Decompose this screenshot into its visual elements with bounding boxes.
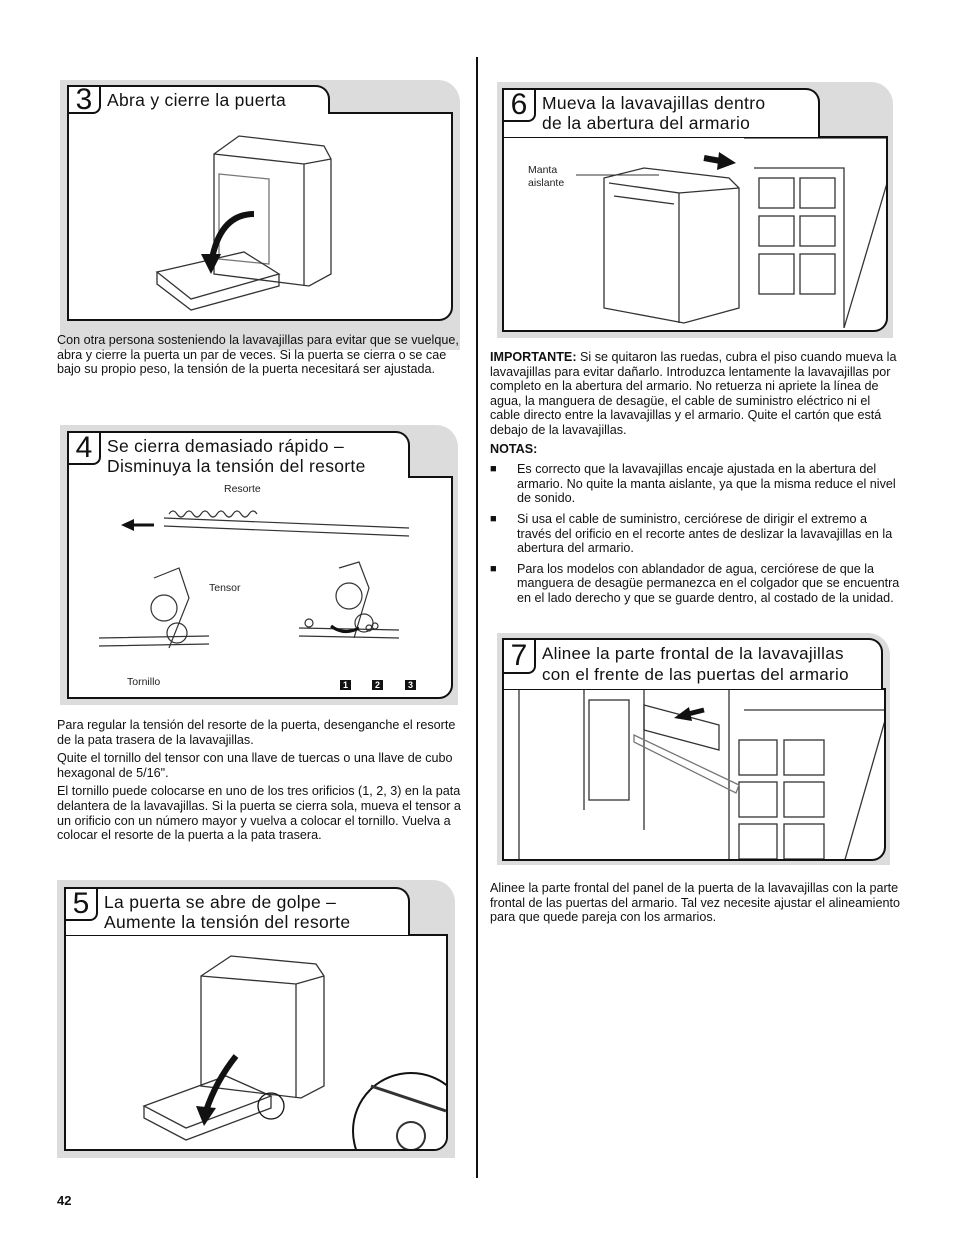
hole-2-label: 2 <box>372 680 383 690</box>
step-title-line: Mueva la lavavajillas dentro <box>542 93 766 113</box>
step-3-header <box>67 82 330 116</box>
paragraph: Para regular la tensión del resorte de la puerta, desenganche el resorte de la pata trasera de la lavavajillas. <box>57 718 456 747</box>
hole-1-label: 1 <box>340 680 351 690</box>
step-number: 3 <box>69 87 101 114</box>
step-number: 4 <box>69 433 101 465</box>
note-text: Para los modelos con ablandador de agua, cerciórese de que la manguera de desagüe permanezca en el colgador que se encuentra en el lado derecho y que se guarde dentro, al costado de la unidad. <box>517 561 900 605</box>
paragraph: Quite el tornillo del tensor con una llave de tuercas o una llave de cubo hexagonal de 5/16". <box>57 751 453 780</box>
step-6-text <box>490 350 900 606</box>
spring-label: Resorte <box>224 483 261 495</box>
bullet-icon: ■ <box>490 562 497 575</box>
step-title-line: Aumente la tensión del resorte <box>104 912 351 932</box>
step-6-illustration <box>502 136 888 332</box>
important-label: IMPORTANTE: <box>490 350 577 364</box>
important-text: Si se quitaron las ruedas, cubra el piso cuando mueva la lavavajillas para evitar dañarlo. Introduzca lentamente la lavavajillas por completo en la abertura del armario. No retuerza ni apriete la línea de agua, la manguera de desagüe, el cable de suministro eléctrico ni el cable directo entre la lavavajillas y el armario. Quite el cartón que está debajo de la lavavajillas. <box>490 350 897 437</box>
hole-3-label: 3 <box>405 680 416 690</box>
bullet-icon: ■ <box>490 463 497 476</box>
note-item <box>490 562 900 606</box>
step-title-line: La puerta se abre de golpe – <box>104 892 337 912</box>
paragraph: Con otra persona sosteniendo la lavavajillas para evitar que se vuelque, abra y cierre la puerta un par de veces. Si la puerta se cierra o se cae bajo su propio peso, la tensión de la puerta necesitará ser ajustada. <box>57 333 459 377</box>
step-7-illustration <box>502 688 886 861</box>
step-4-illustration <box>67 476 453 699</box>
step-6-header <box>502 88 820 137</box>
step-title-line: Se cierra demasiado rápido – <box>107 436 345 456</box>
step-5-header <box>64 887 410 935</box>
tensor-label: Tensor <box>209 582 241 594</box>
step-3-illustration <box>67 112 453 321</box>
step-title-line: Alinee la parte frontal de la lavavajillas <box>542 644 844 663</box>
screw-label: Tornillo <box>127 676 161 688</box>
step-title: Abra y cierre la puerta <box>107 90 287 110</box>
note-item <box>490 512 900 556</box>
paragraph: El tornillo puede colocarse en uno de los tres orificios (1, 2, 3) en la pata delantera de la lavavajillas. Si la puerta se cierra sola, mueva el tensor a un orificio con un número mayor y vuelva a colocar el tornillo. Vuelva a colocar el resorte de la puerta a la pata trasera. <box>57 784 461 843</box>
step-number: 6 <box>504 90 536 122</box>
step-title-line: de la abertura del armario <box>542 113 751 133</box>
note-text: Es correcto que la lavavajillas encaje ajustada en la abertura del armario. No quite la manta aislante, ya que la misma reduce el nivel de sonido. <box>517 462 896 506</box>
insulation-blanket-label: Manta aislante <box>528 164 565 189</box>
bullet-icon: ■ <box>490 512 497 525</box>
step-7-header <box>502 638 883 689</box>
step-4-text <box>57 718 467 847</box>
column-divider <box>476 57 478 1178</box>
step-title-line: Disminuya la tensión del resorte <box>107 456 366 476</box>
note-text: Si usa el cable de suministro, cerciórese de dirigir el extremo a través del orificio en el recorte antes de deslizar la lavavajillas en la abertura del armario. <box>517 511 893 556</box>
step-title-line: con el frente de las puertas del armario <box>542 665 849 684</box>
page-number: 42 <box>57 1193 72 1208</box>
notes-label: NOTAS: <box>490 441 538 456</box>
step-7-text <box>490 881 900 929</box>
step-number: 5 <box>66 889 98 921</box>
step-number: 7 <box>504 640 536 674</box>
note-item <box>490 462 900 506</box>
step-4-header <box>67 431 410 478</box>
step-5-illustration <box>64 934 448 1151</box>
step-3-text <box>57 333 467 381</box>
paragraph: Alinee la parte frontal del panel de la puerta de la lavavajillas con la parte frontal de las puertas del armario. Tal vez necesite ajustar el alineamiento para que quede pareja con los armarios. <box>490 881 900 925</box>
